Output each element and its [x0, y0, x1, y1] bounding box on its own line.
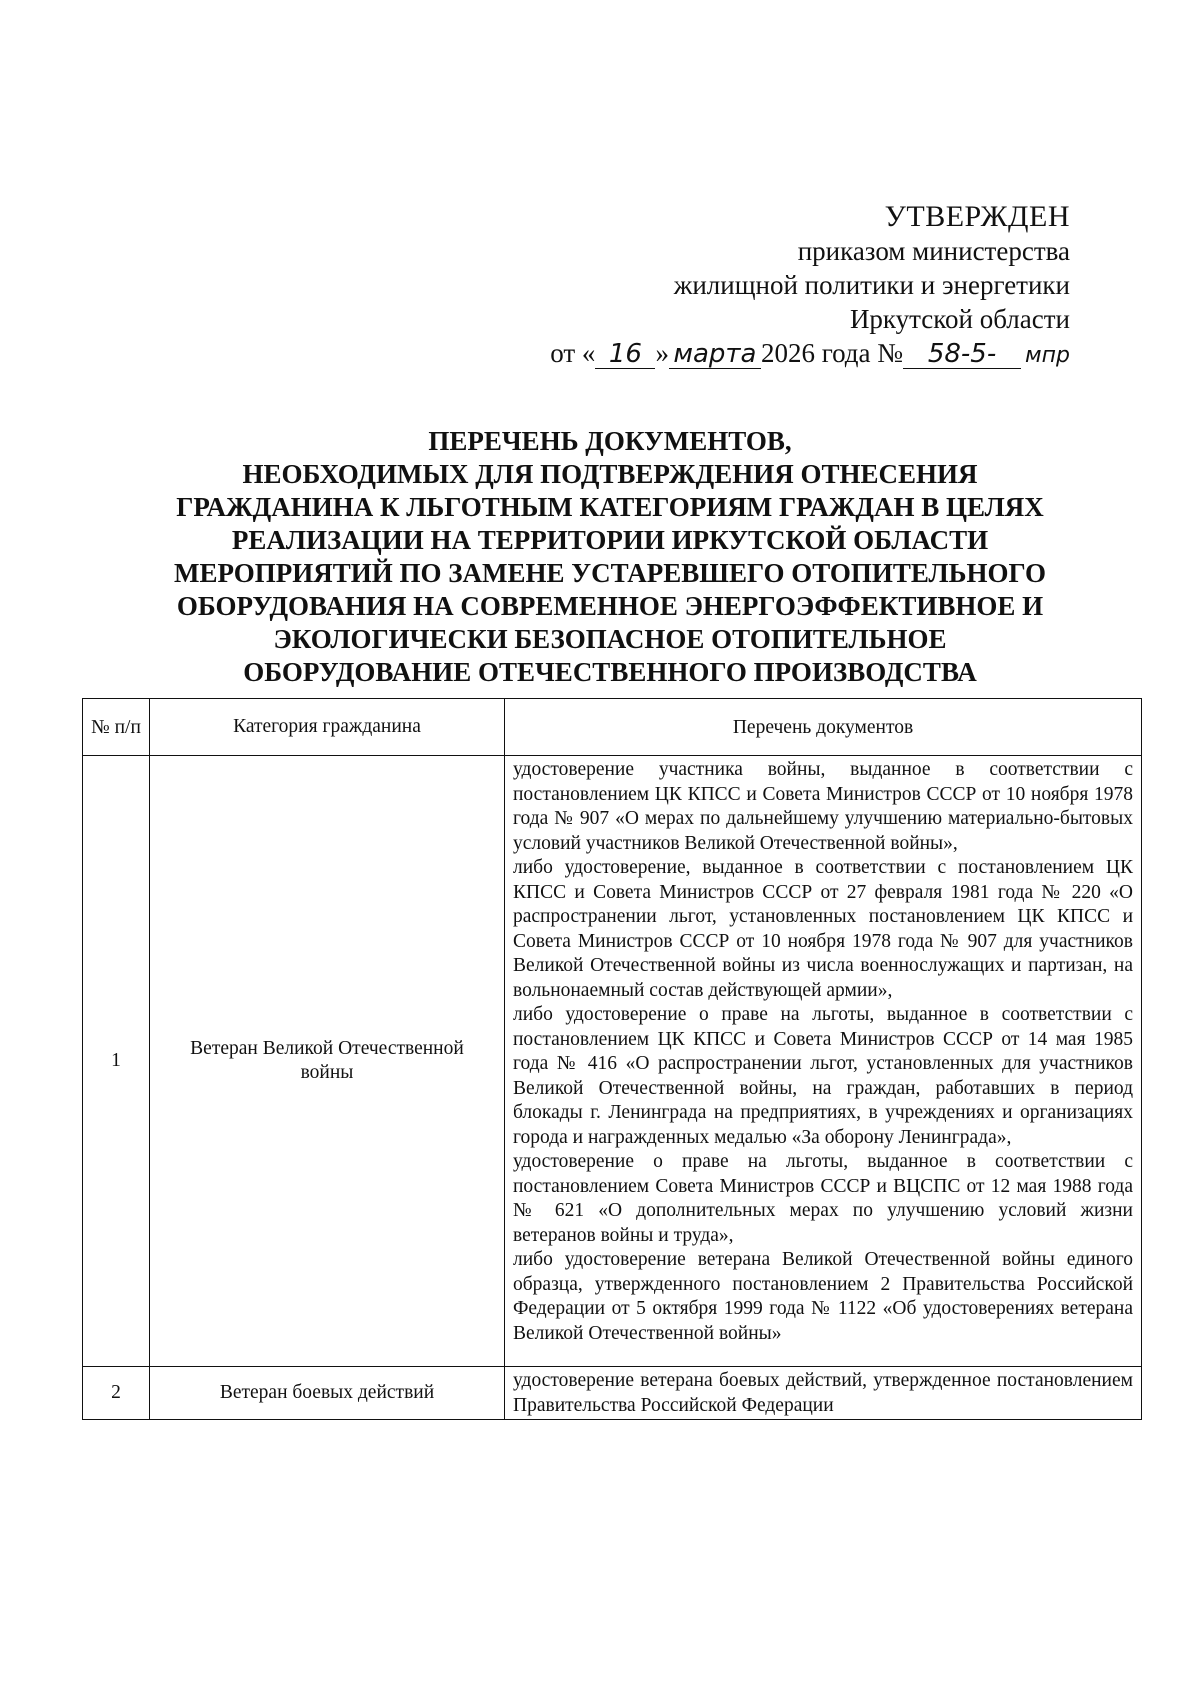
title-line: ОБОРУДОВАНИЯ НА СОВРЕМЕННОЕ ЭНЕРГОЭФФЕКТИВНОЕ И: [176, 591, 1044, 621]
row-category: Ветеран боевых действий: [150, 1367, 505, 1420]
table-header-row: [83, 699, 1142, 756]
table-row: [83, 1367, 1142, 1420]
document-item: удостоверение о праве на льготы, выданное в соответствии с постановлением Совета Министров СССР и ВЦСПС от 12 мая 1988 года № 621 «О дополнительных мерах по улучшению условий жизни ветеранов войны и труда»,: [513, 1151, 1133, 1246]
row-documents: [505, 756, 1142, 1367]
approval-line-3: Иркутской области: [849, 304, 1070, 334]
handwritten-suffix: мпр: [1025, 343, 1070, 368]
table-row: [83, 756, 1142, 1367]
handwritten-month: марта: [669, 340, 761, 369]
approval-stamp-block: [550, 200, 1070, 373]
title-line: РЕАЛИЗАЦИИ НА ТЕРРИТОРИИ ИРКУТСКОЙ ОБЛАСТИ: [231, 525, 989, 555]
row-category: Ветеран Великой Отечественной войны: [150, 756, 505, 1367]
header-documents: Перечень документов: [505, 699, 1142, 756]
year-text: 2026 года №: [760, 338, 904, 368]
quote-close: »: [655, 338, 669, 368]
title-line: ГРАЖДАНИНА К ЛЬГОТНЫМ КАТЕГОРИЯМ ГРАЖДАН В ЦЕЛЯХ: [176, 492, 1044, 522]
document-item: удостоверение ветерана боевых действий, утвержденное постановлением Правительства Российской Федерации: [513, 1370, 1133, 1416]
header-number: № п/п: [83, 699, 150, 756]
date-prefix: от «: [550, 338, 596, 368]
row-number: 1: [83, 756, 150, 1367]
handwritten-number: 58-5-: [903, 340, 1021, 369]
document-item: либо удостоверение, выданное в соответствии с постановлением ЦК КПСС и Совета Министров СССР от 27 февраля 1981 года № 220 «О распространении льгот, установленных постановлением ЦК КПСС и Совета Министров СССР от 10 ноября 1978 года № 907 для участников Великой Отечественной войны из числа военнослужащих и партизан, на вольнонаемный состав действующей армии»,: [513, 857, 1133, 1001]
approval-line-2: жилищной политики и энергетики: [673, 270, 1070, 300]
approval-line-1: приказом министерства: [797, 236, 1070, 266]
document-item: удостоверение участника войны, выданное в соответствии с постановлением ЦК КПСС и Совета Министров СССР от 10 ноября 1978 года № 907 «О мерах по дальнейшему улучшению материально-бытовых условий участников Великой Отечественной войны»,: [513, 759, 1133, 854]
document-item: либо удостоверение о праве на льготы, выданное в соответствии с постановлением ЦК КПСС и Совета Министров СССР от 14 мая 1985 года № 416 «О распространении льгот, установленных для участников Великой Отечественной войны, на граждан, работавших в период блокады г. Ленинграда на предприятиях, в учреждениях и организациях города и награжденных медалью «За оборону Ленинграда»,: [513, 1004, 1133, 1148]
row-documents: [505, 1367, 1142, 1420]
document-item: либо удостоверение ветерана Великой Отечественной войны единого образца, утвержденного постановлением 2 Правительства Российской Федерации от 5 октября 1999 года № 1122 «Об удостоверениях ветерана Великой Отечественной войны»: [513, 1249, 1133, 1344]
title-line: ПЕРЕЧЕНЬ ДОКУМЕНТОВ,: [428, 426, 792, 456]
handwritten-day: 16: [595, 340, 655, 369]
title-line: ОБОРУДОВАНИЕ ОТЕЧЕСТВЕННОГО ПРОИЗВОДСТВА: [243, 657, 977, 687]
documents-table: [82, 698, 1142, 1420]
approval-title: УТВЕРЖДЕН: [884, 200, 1070, 233]
title-line: НЕОБХОДИМЫХ ДЛЯ ПОДТВЕРЖДЕНИЯ ОТНЕСЕНИЯ: [242, 459, 978, 489]
title-line: МЕРОПРИЯТИЙ ПО ЗАМЕНЕ УСТАРЕВШЕГО ОТОПИТЕЛЬНОГО: [173, 558, 1047, 588]
approval-date-line: [550, 336, 1070, 373]
title-line: ЭКОЛОГИЧЕСКИ БЕЗОПАСНОЕ ОТОПИТЕЛЬНОЕ: [273, 624, 947, 654]
row-number: 2: [83, 1367, 150, 1420]
document-title: [150, 425, 1070, 689]
header-category: Категория гражданина: [150, 699, 505, 756]
